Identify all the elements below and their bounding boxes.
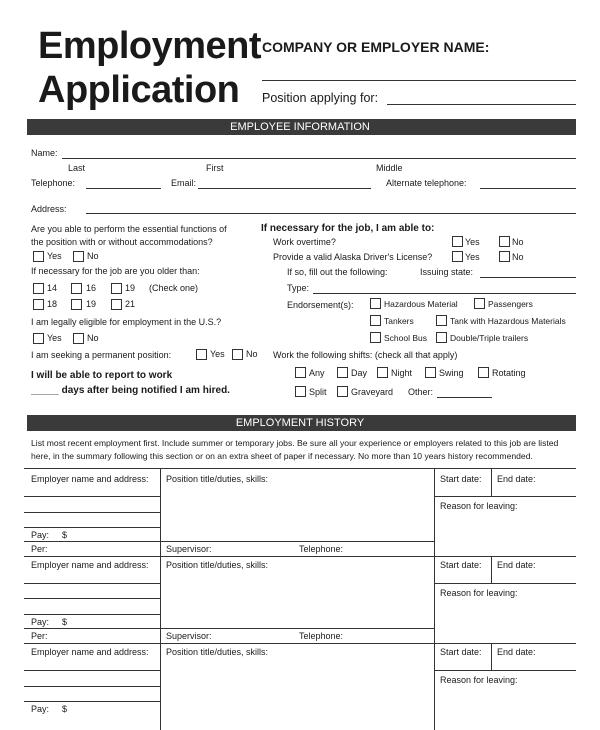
eligible-question: I am legally eligible for employment in the U.S.?	[31, 317, 222, 327]
age-19-checkbox[interactable]	[71, 299, 82, 310]
history-intro-line2: here, in the summary following this section or on an extra sheet of paper if necessary. No more than 10 years history recommended.	[31, 451, 533, 461]
employer-line[interactable]	[24, 701, 160, 702]
shifts-question: Work the following shifts: (check all that apply)	[273, 350, 458, 360]
employer-line[interactable]	[24, 598, 160, 599]
shift-graveyard-label: Graveyard	[351, 387, 394, 397]
employer-line[interactable]	[24, 583, 160, 584]
position-duties-label: Position title/duties, skills:	[166, 647, 269, 657]
telephone-field[interactable]	[86, 188, 161, 189]
employer-line[interactable]	[24, 527, 160, 528]
eligible-no-checkbox[interactable]	[73, 333, 84, 344]
report-to-work-line1: I will be able to report to work	[31, 370, 173, 381]
reason-leaving-label: Reason for leaving:	[440, 501, 518, 511]
tankers-label: Tankers	[384, 316, 414, 326]
shift-any-label: Any	[309, 368, 325, 378]
employer-line[interactable]	[24, 670, 160, 671]
section-bar-employment-history: EMPLOYMENT HISTORY	[24, 415, 576, 431]
supervisor-telephone-label: Telephone:	[299, 631, 344, 641]
supervisor-telephone-label: Telephone:	[299, 544, 344, 554]
col-divider	[160, 556, 161, 643]
pay-dollar: $	[62, 530, 68, 540]
issuing-state-field[interactable]	[480, 277, 576, 278]
col-divider	[160, 643, 161, 730]
page-title-line2: Application	[38, 69, 240, 111]
overtime-yes-checkbox[interactable]	[452, 236, 463, 247]
history-intro-line1: List most recent employment first. Include summer or temporary jobs. Be sure all your experience or employers related to this job are listed	[31, 438, 559, 448]
age-18-checkbox[interactable]	[33, 299, 44, 310]
age-16-checkbox[interactable]	[71, 283, 82, 294]
employer-line[interactable]	[24, 614, 160, 615]
license-no-checkbox[interactable]	[499, 251, 510, 262]
col-divider	[160, 468, 161, 556]
col-divider	[491, 468, 492, 496]
double-triple-checkbox[interactable]	[436, 332, 447, 343]
license-question: Provide a valid Alaska Driver's License?	[273, 252, 433, 262]
essential-yes-label: Yes	[47, 251, 62, 261]
shift-split-checkbox[interactable]	[295, 386, 306, 397]
col-divider	[434, 643, 435, 730]
type-field[interactable]	[313, 293, 576, 294]
employer-label: Employer name and address:	[31, 560, 149, 570]
overtime-no-label: No	[512, 237, 524, 247]
eligible-yes-checkbox[interactable]	[33, 333, 44, 344]
date-line	[434, 496, 576, 497]
tank-hazmat-checkbox[interactable]	[436, 315, 447, 326]
type-label: Type:	[287, 283, 310, 293]
permanent-no-label: No	[246, 349, 258, 359]
last-name-caption: Last	[68, 163, 86, 173]
end-date-label: End date:	[497, 560, 536, 570]
pay-line[interactable]	[24, 628, 160, 629]
shift-other-label: Other:	[408, 387, 434, 397]
overtime-yes-label: Yes	[465, 237, 480, 247]
employer-line[interactable]	[24, 512, 160, 513]
permanent-yes-label: Yes	[210, 349, 225, 359]
first-name-caption: First	[206, 163, 224, 173]
check-one-note: (Check one)	[149, 283, 199, 293]
company-name-label: COMPANY OR EMPLOYER NAME:	[262, 39, 490, 55]
pay-label: Pay:	[31, 530, 50, 540]
issuing-state-label: Issuing state:	[420, 267, 474, 277]
supervisor-line-top	[160, 628, 434, 629]
eligible-yes-label: Yes	[47, 333, 62, 343]
permanent-yes-checkbox[interactable]	[196, 349, 207, 360]
position-duties-label: Position title/duties, skills:	[166, 474, 269, 484]
position-duties-label: Position title/duties, skills:	[166, 560, 269, 570]
shift-any-checkbox[interactable]	[295, 367, 306, 378]
shift-night-label: Night	[391, 368, 413, 378]
shift-swing-checkbox[interactable]	[425, 367, 436, 378]
shift-day-label: Day	[351, 368, 368, 378]
pay-label: Pay:	[31, 617, 50, 627]
if-necessary-heading: If necessary for the job, I am able to:	[261, 223, 435, 234]
essential-functions-question-2: the position with or without accommodations?	[31, 237, 213, 247]
block-divider	[24, 556, 576, 557]
position-applying-label: Position applying for:	[262, 91, 379, 105]
section-bar-employee-info: EMPLOYEE INFORMATION	[24, 119, 576, 135]
overtime-question: Work overtime?	[273, 237, 336, 247]
name-label: Name:	[31, 148, 58, 158]
reason-leaving-label: Reason for leaving:	[440, 588, 518, 598]
permanent-position-question: I am seeking a permanent position:	[31, 350, 172, 360]
col-divider	[434, 468, 435, 556]
company-name-field[interactable]	[262, 80, 576, 81]
pay-dollar: $	[62, 704, 68, 714]
endorsements-label: Endorsement(s):	[287, 300, 354, 310]
start-date-label: Start date:	[440, 647, 482, 657]
shift-other-field[interactable]	[437, 397, 492, 398]
alt-telephone-field[interactable]	[480, 188, 576, 189]
reason-leaving-label: Reason for leaving:	[440, 675, 518, 685]
passengers-checkbox[interactable]	[474, 298, 485, 309]
tankers-checkbox[interactable]	[370, 315, 381, 326]
end-date-label: End date:	[497, 474, 536, 484]
email-label: Email:	[171, 178, 197, 188]
school-bus-checkbox[interactable]	[370, 332, 381, 343]
essential-yes-checkbox[interactable]	[33, 251, 44, 262]
supervisor-line-top	[160, 541, 434, 542]
start-date-label: Start date:	[440, 474, 482, 484]
position-applying-field[interactable]	[387, 104, 576, 105]
shift-night-checkbox[interactable]	[377, 367, 388, 378]
pay-dollar: $	[62, 617, 68, 627]
hazmat-label: Hazardous Material	[384, 299, 458, 309]
pay-line[interactable]	[24, 541, 160, 542]
telephone-label: Telephone:	[31, 178, 76, 188]
essential-no-label: No	[87, 251, 99, 261]
age-18-label: 18	[47, 299, 58, 309]
eligible-no-label: No	[87, 333, 99, 343]
age-21-checkbox[interactable]	[111, 299, 122, 310]
double-triple-label: Double/Triple trailers	[450, 333, 529, 343]
age-19-label: 19	[86, 299, 97, 309]
supervisor-label: Supervisor:	[166, 631, 212, 641]
age-19-checkbox-row1[interactable]	[111, 283, 122, 294]
older-than-question: If necessary for the job are you older than:	[31, 266, 200, 276]
license-yes-checkbox[interactable]	[452, 251, 463, 262]
alt-telephone-label: Alternate telephone:	[386, 178, 467, 188]
col-divider	[491, 643, 492, 670]
address-field[interactable]	[86, 213, 576, 214]
employer-label: Employer name and address:	[31, 647, 149, 657]
age-14-label: 14	[47, 283, 58, 293]
shift-rotating-checkbox[interactable]	[478, 367, 489, 378]
employer-line[interactable]	[24, 496, 160, 497]
start-date-label: Start date:	[440, 560, 482, 570]
overtime-no-checkbox[interactable]	[499, 236, 510, 247]
shift-rotating-label: Rotating	[492, 368, 526, 378]
pay-label: Pay:	[31, 704, 50, 714]
age-14-checkbox[interactable]	[33, 283, 44, 294]
age-21-label: 21	[125, 299, 136, 309]
passengers-label: Passengers	[488, 299, 533, 309]
license-no-label: No	[512, 252, 524, 262]
per-label: Per:	[31, 631, 48, 641]
license-yes-label: Yes	[465, 252, 480, 262]
school-bus-label: School Bus	[384, 333, 427, 343]
if-so-label: If so, fill out the following:	[287, 267, 388, 277]
essential-no-checkbox[interactable]	[73, 251, 84, 262]
supervisor-label: Supervisor:	[166, 544, 212, 554]
date-line	[434, 670, 576, 671]
shift-day-checkbox[interactable]	[337, 367, 348, 378]
employer-line[interactable]	[24, 686, 160, 687]
age-16-label: 16	[86, 283, 97, 293]
per-label: Per:	[31, 544, 48, 554]
block-divider	[24, 643, 576, 644]
shift-swing-label: Swing	[439, 368, 464, 378]
address-label: Address:	[31, 204, 67, 214]
col-divider	[434, 556, 435, 643]
essential-functions-question-1: Are you able to perform the essential functions of	[31, 224, 227, 234]
email-field[interactable]	[198, 188, 371, 189]
employer-label: Employer name and address:	[31, 474, 149, 484]
end-date-label: End date:	[497, 647, 536, 657]
hazmat-checkbox[interactable]	[370, 298, 381, 309]
age-19-label-row1: 19	[125, 283, 136, 293]
name-field[interactable]	[62, 158, 576, 159]
col-divider	[491, 556, 492, 583]
shift-split-label: Split	[309, 387, 327, 397]
tank-hazmat-label: Tank with Hazardous Materials	[450, 316, 566, 326]
permanent-no-checkbox[interactable]	[232, 349, 243, 360]
report-to-work-line2: _____ days after being notified I am hired.	[31, 385, 230, 396]
history-table-top	[24, 468, 576, 469]
page-title-line1: Employment	[38, 25, 262, 67]
shift-graveyard-checkbox[interactable]	[337, 386, 348, 397]
middle-name-caption: Middle	[376, 163, 403, 173]
date-line	[434, 583, 576, 584]
